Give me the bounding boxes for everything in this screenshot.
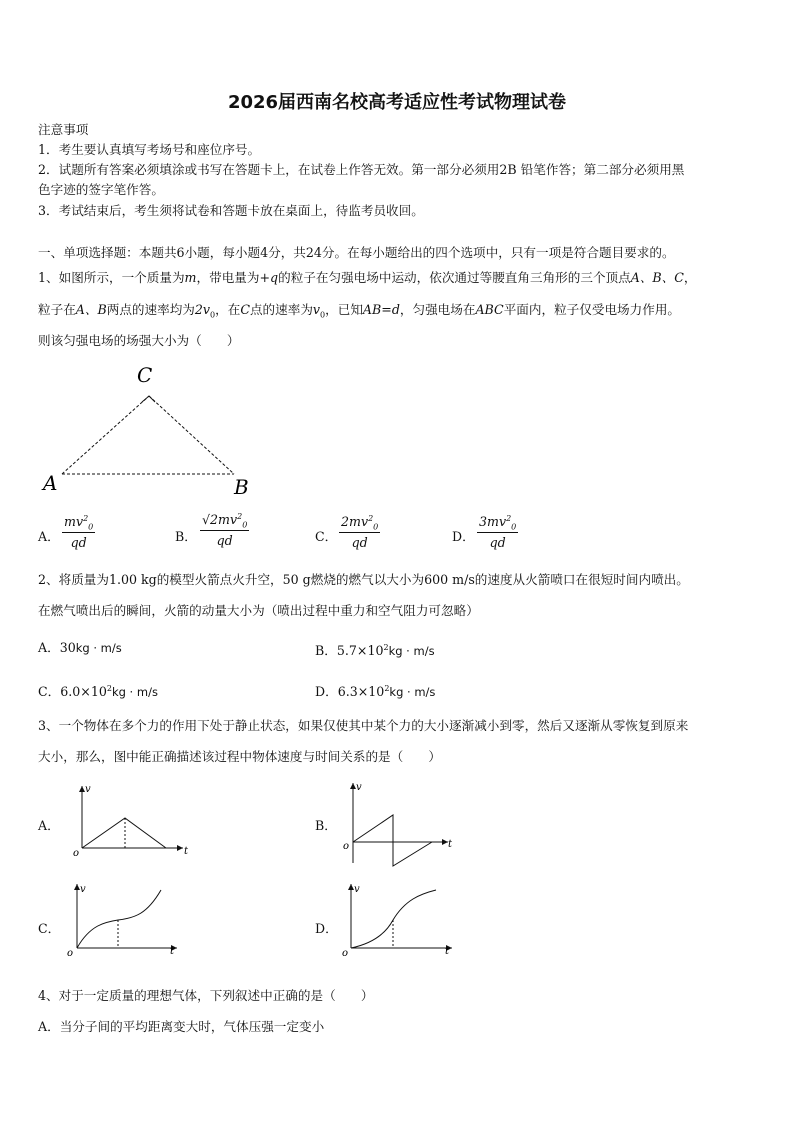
graph-a-curve	[82, 818, 166, 848]
q2-line-1: 2、将质量为1.00 kg的模型火箭点火升空，50 g燃烧的燃气以大小为600 m/s的速度从火箭喷口在很短时间内喷出。	[38, 572, 689, 587]
vertex-label-a: A	[43, 471, 58, 495]
q3-option-b-label[interactable]: B．	[315, 818, 337, 833]
triangle-side-cb	[149, 396, 234, 474]
svg-text:t: t	[445, 946, 450, 957]
q3-option-d-label[interactable]: D．	[315, 921, 338, 936]
q2-option-a[interactable]: A．30kg · m/s	[38, 640, 122, 655]
page-title: 2026届西南名校高考适应性考试物理试卷	[227, 92, 567, 113]
svg-text:v: v	[85, 784, 91, 795]
notice-item-3: 3．考试结束后，考生须将试卷和答题卡放在桌面上，待监考员收回。	[38, 203, 424, 218]
q1-option-d-formula[interactable]: $\frac{3mv^2_0}{qd}$	[479, 514, 517, 550]
graph-c-curve	[77, 890, 161, 948]
right-angle-mark	[142, 396, 155, 402]
triangle-side-ac	[62, 396, 149, 474]
q4-line-1: 4、对于一定质量的理想气体，下列叙述中正确的是（ ）	[38, 988, 374, 1003]
q3-graph-d[interactable]	[340, 880, 470, 960]
q1-option-a-formula[interactable]: $\frac{mv^2_0}{qd}$	[64, 514, 94, 550]
q1-triangle-figure	[38, 360, 268, 500]
q3-graph-a[interactable]	[65, 780, 195, 860]
section-heading: 一、单项选择题：本题共6小题，每小题4分，共24分。在每小题给出的四个选项中，只有一项是符合题目要求的。	[38, 245, 675, 260]
q1-option-b-label[interactable]: B．	[175, 529, 197, 544]
graph-b-curve	[353, 815, 432, 866]
svg-text:t: t	[184, 846, 189, 857]
svg-text:o: o	[67, 948, 74, 959]
svg-text:o: o	[73, 848, 80, 859]
q1-line-2: 粒子在A、B两点的速率均为$2v_0$，在C点的速率为$v_0$，已知AB=d，匀强电场在ABC平面内，粒子仅受电场力作用。	[38, 302, 680, 320]
q1-option-c-label[interactable]: C．	[315, 529, 338, 544]
q2-option-c[interactable]: C．$6.0\times 10^2kg \cdot m/s$	[38, 684, 158, 700]
svg-text:o: o	[343, 841, 350, 852]
q2-line-2: 在燃气喷出后的瞬间，火箭的动量大小为（喷出过程中重力和空气阻力可忽略）	[38, 603, 479, 618]
q1-option-c-formula[interactable]: $\frac{2mv^2_0}{qd}$	[341, 514, 379, 550]
q1-option-b-formula[interactable]: $\frac{√2mv^2_0}{qd}$	[202, 512, 248, 548]
svg-text:v: v	[354, 884, 360, 895]
notice-item-1: 1．考生要认真填写考场号和座位序号。	[38, 142, 261, 157]
q3-line-1: 3、一个物体在多个力的作用下处于静止状态，如果仅使其中某个力的大小逐渐减小到零，然后又逐渐从零恢复到原来	[38, 718, 689, 733]
svg-text:o: o	[342, 948, 349, 959]
q3-graph-b[interactable]	[340, 775, 470, 870]
svg-text:t: t	[448, 839, 453, 850]
notice-item-2: 2．试题所有答案必须填涂或书写在答题卡上，在试卷上作答无效。第一部分必须用2B 铅笔作答；第二部分必须用黑	[38, 162, 685, 177]
notice-item-2-cont: 色字迹的签字笔作答。	[38, 182, 164, 197]
vertex-label-c: C	[137, 363, 153, 387]
q2-option-b[interactable]: B．$5.7\times 10^2kg \cdot m/s$	[315, 643, 435, 659]
q1-line-1: 1、如图所示，一个质量为m，带电量为+q的粒子在匀强电场中运动，依次通过等腰直角三角形的三个顶点A、B、C，	[38, 270, 697, 285]
svg-text:v: v	[356, 782, 362, 793]
q1-option-d-label[interactable]: D．	[452, 529, 475, 544]
graph-d-curve	[351, 890, 436, 948]
vertex-label-b: B	[234, 475, 249, 499]
q2-option-d[interactable]: D．$6.3\times 10^2kg \cdot m/s$	[315, 684, 436, 700]
q3-option-a-label[interactable]: A．	[38, 818, 60, 833]
q3-graph-c[interactable]	[65, 880, 195, 960]
q4-option-a[interactable]: A．当分子间的平均距离变大时，气体压强一定变小	[38, 1019, 325, 1034]
q1-option-a-label[interactable]: A．	[38, 529, 60, 544]
q3-option-c-label[interactable]: C．	[38, 921, 61, 936]
svg-text:t: t	[170, 946, 175, 957]
notice-heading: 注意事项	[38, 122, 89, 137]
q3-line-2: 大小，那么，图中能正确描述该过程中物体速度与时间关系的是（ ）	[38, 749, 441, 764]
svg-text:v: v	[80, 884, 86, 895]
q1-line-3: 则该匀强电场的场强大小为（ ）	[38, 333, 240, 348]
